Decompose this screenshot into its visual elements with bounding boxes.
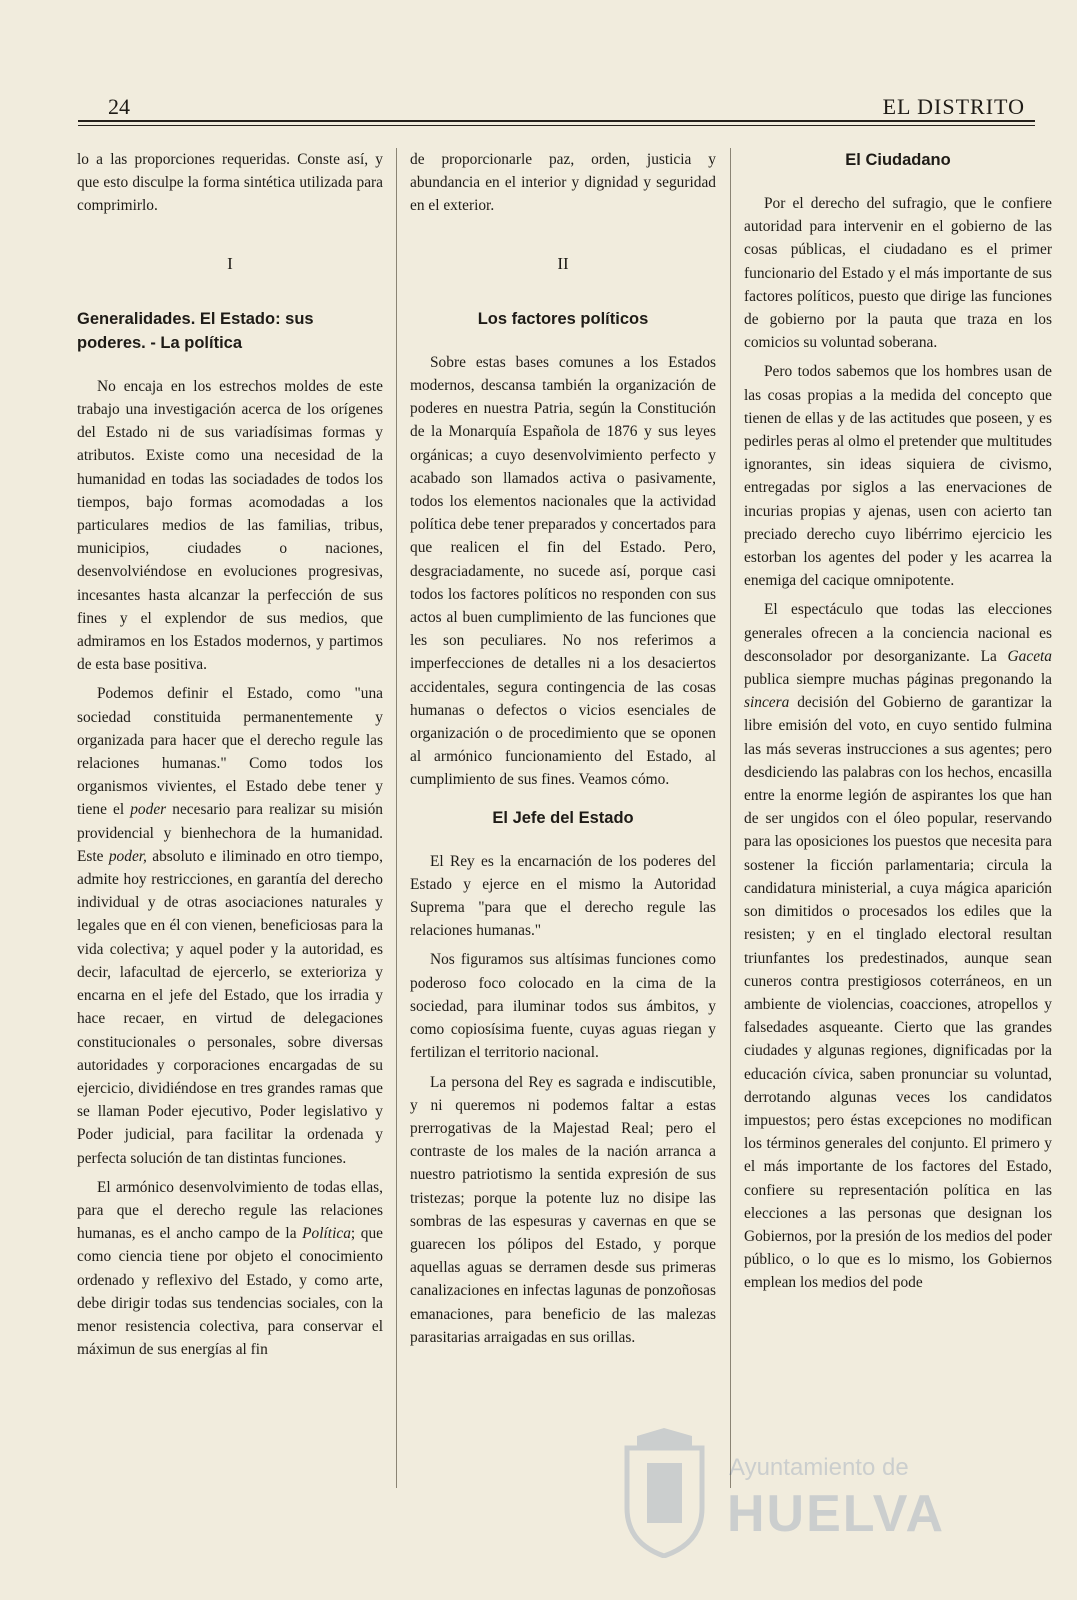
section-number: I	[227, 253, 233, 273]
paragraph: Podemos definir el Estado, como "una sociedad constituida permanentemente y organizada para hacer que el derecho regule las relaciones humanas." Como todos los organismos vivientes, el Estado debe tener y tiene el poder necesario para realizar su misión providencial y bienhechora de la humanidad. Este poder, absoluto e iliminado en otro tiempo, admite hoy restricciones, en garantía del derecho individual y de otras asociaciones naturales y legales que en él con vienen, beneficiosas para la vida colectiva; y aquel poder y la autoridad, es decir, lafacultad de ejercerlo, se exterioriza y encarna en el jefe del Estado, que los irradia y hace recaer, en virtud de delegaciones constitucionales o personales, sobre diversas autoridades y corporaciones encargadas de su ejercicio, dividiéndose en tres grandes ramas que se llaman Poder ejecutivo, Poder legislativo y Poder judicial, para facilitar la ordenada y perfecta solución de tan distintas funciones.	[77, 685, 383, 1167]
watermark	[597, 1424, 957, 1564]
section-heading: Los factores políticos	[477, 309, 649, 328]
coat-of-arms-icon	[617, 1428, 712, 1558]
page-header	[78, 92, 1035, 132]
watermark-line1: Ayuntamiento de	[729, 1454, 909, 1481]
paragraph: La persona del Rey es sagrada e indiscutible, y ni queremos ni podemos faltar a estas prerrogativas de la Majestad Real; pero el contraste de los males de la nación arranca a nuestro patriotismo la sentida expresión de sus tristezas; porque la potente luz no disipe las sombras de las espesuras y cavernas en que se guarecen los pólipos del Estado, y porque aquellas aguas se derramen desde sus primeras canalizaciones en infectas lagunas de ponzoñosas emanaciones, para beneficio de las malezas parasitarias arraigadas en sus orillas.	[410, 1073, 716, 1346]
paragraph: El Rey es la encarnación de los poderes del Estado y ejerce en el mismo la Autoridad Suprema "para que el derecho regule las relaciones humanas."	[410, 852, 716, 940]
subsection-heading: El Jefe del Estado	[492, 808, 634, 827]
section-heading: Generalidades. El Estado: sus poderes. - La política	[77, 309, 314, 352]
watermark-line2: HUELVA	[727, 1485, 946, 1543]
column-3	[744, 148, 1052, 1518]
paragraph: El armónico desenvolvimiento de todas ellas, para que el derecho regule las relaciones humanas, es el ancho campo de la Política; que como ciencia tiene por objeto el conocimiento ordenado y reflexivo del Estado, y como arte, debe dirigir todas sus tendencias sociales, con la menor resistencia colectiva, para conservar el máximun de sus energías al fin	[77, 1178, 383, 1359]
paragraph: Sobre estas bases comunes a los Estados modernos, descansa también la organización de poderes en nuestra Patria, según la Constitución de la Monarquía Española de 1876 y sus leyes orgánicas; a cuyo desenvolvimiento perfecto y acabado son llamados activa o pasivamente, todos los elementos nacionales que la actividad política debe tener preparados y concertados para que realicen el fin del Estado. Pero, desgraciadamente, no sucede así, porque casi todos los factores políticos no responden con sus actos al buen cumplimiento de las funciones que les son peculiares. No nos referimos a imperfecciones de detalles ni a los desaciertos accidentales, segura contingencia de las cosas humanas o defectos o vicios esenciales de organización o de procedimiento que se oponen al armónico funcionamiento del Estado, al cumplimiento de sus fines. Veamos cómo.	[410, 353, 716, 789]
header-rule-thin	[78, 125, 1035, 126]
paragraph: El espectáculo que todas las elecciones generales ofrecen a la conciencia nacional es desconsolador por desorganizante. La Gaceta publica siempre muchas páginas pregonando la sincera decisión del Gobierno de garantizar la libre emisión del voto, en cuyo sentido fulmina las más severas instrucciones a sus agentes; pero desdiciendo las palabras con los hechos, encasilla entre la enorme legión de aspirantes los que han de ser ungidos con el óleo popular, reservando para las oposiciones los puestos que necesita para sostener la ficción parlamentaria; circula la candidatura ministerial, a cuya mágica aparición son dimitidos o procesados los ediles que la resisten; y en el tinglado electoral resultan triunfantes los predestinados, aunque sean cuneros contra prestigiosos coterráneos, en un ambiente de violencias, coacciones, atropellos y falsedades asqueante. Cierto que las grandes ciudades y algunas regiones, dignificadas por la educación cívica, saben pronunciar su voluntad, derrotando algunas veces los candidatos impuestos; pero éstas excepciones no modifican los términos generales del conjunto. El primero y el más importante de los factores del Estado, confiere su representación política en las elecciones a las personas que designan los Gobiernos, por la presión de los medios del poder público, o lo que es lo mismo, los Gobiernos emplean los medios del pode	[744, 601, 1052, 1292]
journal-title: EL DISTRITO	[882, 94, 1025, 119]
paragraph: de proporcionarle paz, orden, justicia y abundancia en el interior y dignidad y seguridad en el exterior.	[410, 151, 716, 215]
paragraph: No encaja en los estrechos moldes de este trabajo una investigación acerca de los orígenes del Estado ni de sus variadísimas formas y atributos. Existe como una necesidad de la humanidad en todas las sociadades de todos los tiempos, bajo formas acomodadas a los particulares medios de las familias, tribus, municipios, ciudades o naciones, desenvolviéndose en evoluciones progresivas, incesantes hasta alcanzar la perfección de sus fines y el explendor de sus medios, que admiramos en los Estados modernos, y partimos de esta base positiva.	[77, 377, 383, 674]
subsection-heading: El Ciudadano	[845, 151, 951, 169]
section-number: II	[557, 253, 569, 273]
paragraph: Por el derecho del sufragio, que le confiere autoridad para intervenir en el gobierno de las cosas públicas, el ciudadano es el primer funcionario del Estado y el más importante de sus factores políticos, puesto que dirige las funciones de gobierno por la pauta que traza en los comicios su voluntad soberana.	[744, 195, 1052, 352]
column-1	[77, 148, 383, 1518]
paragraph: Nos figuramos sus altísimas funciones como poderoso foco colocado en la cima de la sociedad, para iluminar todos sus ámbitos, y como copiosísima fuente, cuyas aguas riegan y fertilizan el territorio nacional.	[410, 951, 716, 1062]
paragraph: lo a las proporciones requeridas. Conste así, y que esto disculpe la forma sintética utilizada para comprimirlo.	[77, 151, 383, 215]
column-separator	[730, 148, 731, 1488]
paragraph: Pero todos sabemos que los hombres usan de las cosas propias a la medida del concepto que tienen de ellas y de las actitudes que poseen, y es pedirles peras al olmo el pretender que multitudes ignorantes, sin ideas siquiera de civismo, entregadas por siglos a las enervaciones de incurias propias y ajenas, usen con acierto tan preciado derecho cuyo libérrimo ejercicio les estorban los agentes del poder y les acarrea la enemiga del cacique omnipotente.	[744, 363, 1052, 590]
page-number: 24	[108, 94, 130, 119]
column-separator	[396, 148, 397, 1488]
column-2	[410, 148, 716, 1518]
header-rule	[78, 120, 1035, 122]
